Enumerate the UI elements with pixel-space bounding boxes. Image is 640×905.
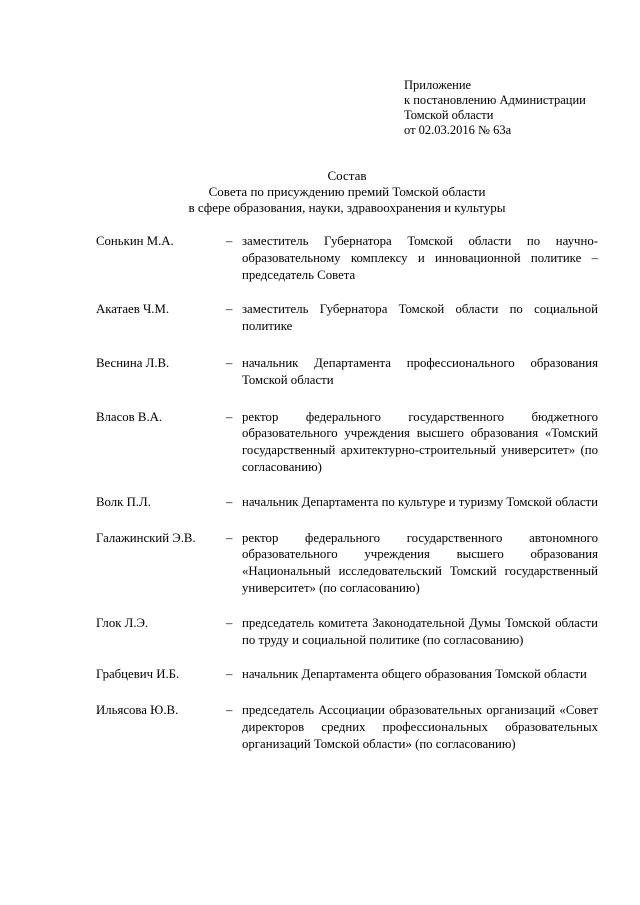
member-name: Ильясова Ю.В. bbox=[96, 703, 179, 718]
member-dash: – bbox=[226, 302, 233, 317]
member-role: заместитель Губернатора Томской области по научно-образовательному комплексу и инновационной политике – председатель Совета bbox=[242, 234, 598, 282]
appendix-region: Томской области bbox=[404, 108, 494, 122]
member-role: ректор федерального государственного автономного образовательного учреждения высшего образования «Национальный исследовательский Томский государственный университет» (по согласованию) bbox=[242, 530, 598, 595]
list-item bbox=[96, 233, 598, 283]
member-dash: – bbox=[226, 703, 233, 718]
members-list bbox=[96, 233, 598, 753]
appendix-block bbox=[404, 78, 586, 138]
member-role: заместитель Губернатора Томской области по социальной политике bbox=[242, 302, 598, 334]
member-name: Галажинский Э.В. bbox=[96, 530, 196, 545]
member-name: Глок Л.Э. bbox=[96, 615, 149, 630]
member-dash: – bbox=[226, 530, 233, 545]
list-item bbox=[96, 530, 598, 597]
member-dash: – bbox=[226, 409, 233, 424]
list-item bbox=[96, 301, 598, 335]
member-name: Власов В.А. bbox=[96, 409, 163, 424]
list-item bbox=[96, 702, 598, 752]
list-item bbox=[96, 409, 598, 476]
member-role: председатель Ассоциации образовательных организаций «Совет директоров средних профессиональных образовательных организаций Томской области» (по согласованию) bbox=[242, 703, 598, 751]
appendix-title: Приложение bbox=[404, 78, 472, 92]
list-item bbox=[96, 494, 598, 511]
member-dash: – bbox=[226, 494, 233, 509]
member-role: начальник Департамента профессионального образования Томской области bbox=[242, 355, 598, 387]
member-name: Грабцевич И.Б. bbox=[96, 667, 180, 682]
list-item bbox=[96, 666, 598, 683]
member-dash: – bbox=[226, 234, 233, 248]
member-name: Акатаев Ч.М. bbox=[96, 302, 170, 317]
document-heading bbox=[96, 168, 598, 216]
heading-council-scope: в сфере образования, науки, здравоохранения и культуры bbox=[188, 200, 506, 215]
member-dash: – bbox=[226, 355, 233, 370]
list-item bbox=[96, 615, 598, 649]
member-name: Веснина Л.В. bbox=[96, 355, 170, 370]
member-role: начальник Департамента общего образования Томской области bbox=[242, 667, 587, 682]
appendix-date-number: от 02.03.2016 № 63а bbox=[404, 123, 512, 137]
member-role: председатель комитета Законодательной Думы Томской области по труду и социальной политике (по согласованию) bbox=[242, 615, 598, 647]
heading-title: Состав bbox=[327, 168, 367, 183]
member-name: Волк П.Л. bbox=[96, 494, 151, 509]
member-dash: – bbox=[226, 667, 233, 682]
appendix-reference: к постановлению Администрации bbox=[404, 93, 586, 107]
heading-council-name: Совета по присуждению премий Томской области bbox=[208, 184, 486, 199]
member-role: начальник Департамента по культуре и туризму Томской области bbox=[242, 494, 598, 509]
list-item bbox=[96, 355, 598, 389]
member-role: ректор федерального государственного бюджетного образовательного учреждения высшего образования «Томский государственный архитектурно-строительный университет» (по согласованию) bbox=[242, 409, 598, 474]
member-name: Сонькин М.А. bbox=[96, 234, 174, 248]
member-dash: – bbox=[226, 615, 233, 630]
